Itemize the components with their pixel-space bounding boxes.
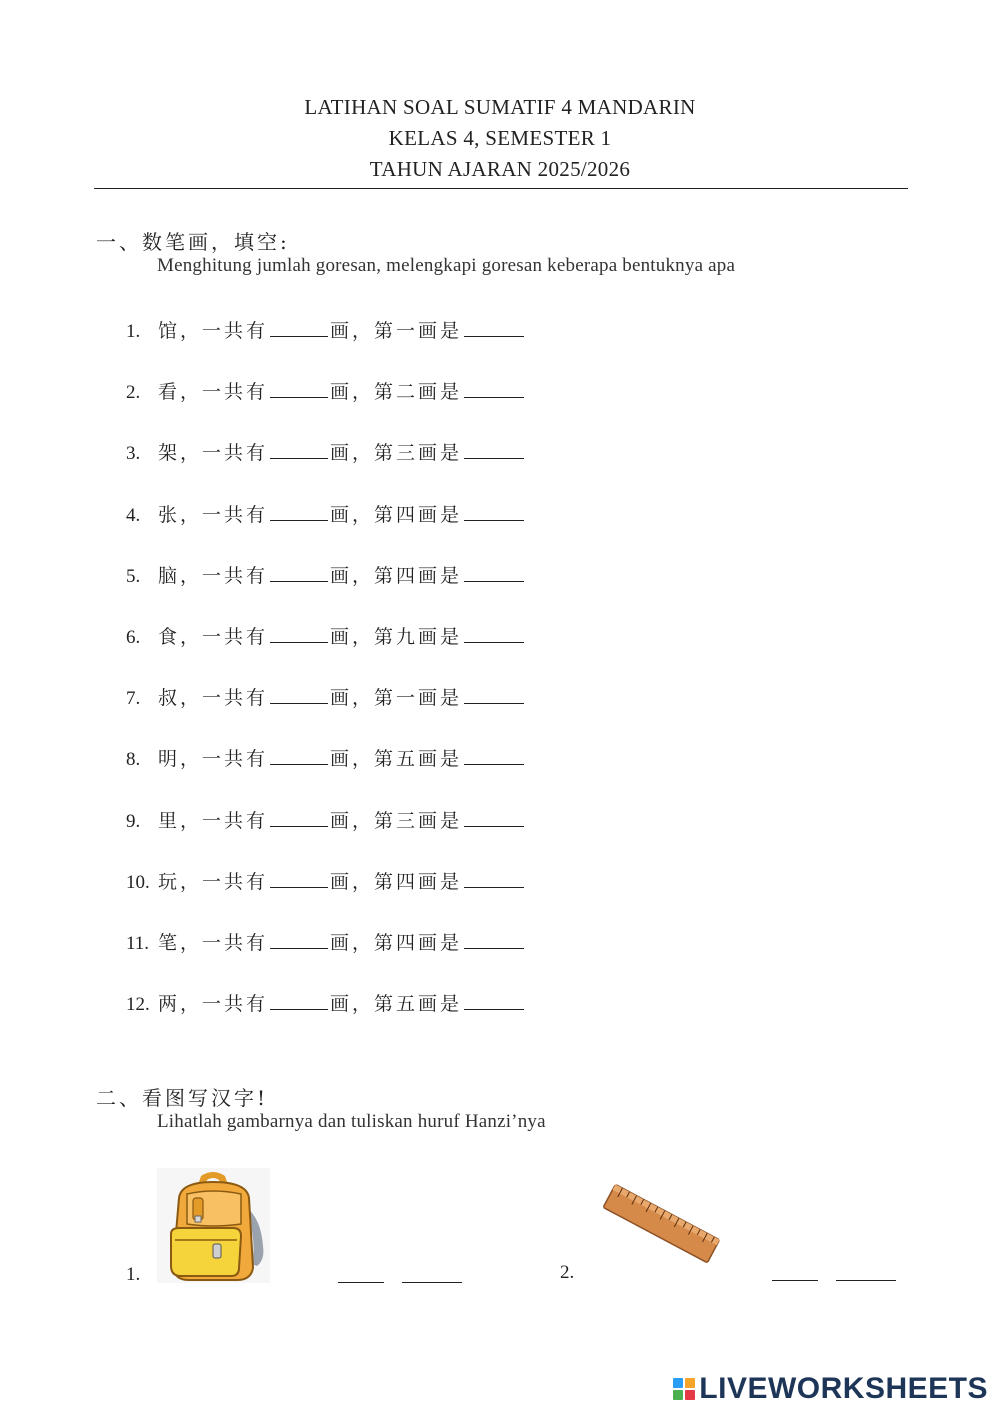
question-text-stroke: 画，第九画是 bbox=[330, 626, 463, 648]
stroke-count-blank[interactable] bbox=[270, 457, 328, 459]
answer-blank-2b[interactable] bbox=[836, 1280, 896, 1281]
section2-subtitle: Lihatlah gambarnya dan tuliskan huruf Hanzi’nya bbox=[157, 1111, 546, 1132]
answer-blank-1a[interactable] bbox=[338, 1282, 384, 1283]
question-character: 馆 bbox=[158, 320, 181, 342]
question-text-total: ，一共有 bbox=[180, 687, 269, 710]
stroke-count-blank[interactable] bbox=[270, 886, 328, 888]
question-text-total: ，一共有 bbox=[180, 748, 269, 771]
question-character: 看 bbox=[158, 381, 181, 404]
logo-square-orange bbox=[685, 1378, 695, 1388]
question-number: 8. bbox=[126, 749, 141, 771]
stroke-shape-blank[interactable] bbox=[464, 763, 524, 765]
question-text-total: ，一共有 bbox=[180, 932, 269, 954]
stroke-count-blank[interactable] bbox=[270, 580, 328, 582]
question-row bbox=[126, 438, 524, 468]
stroke-shape-blank[interactable] bbox=[464, 519, 524, 521]
question-text-stroke: 画，第一画是 bbox=[330, 687, 463, 710]
question-character: 脑 bbox=[158, 564, 181, 587]
question-character: 叔 bbox=[158, 687, 181, 710]
question-text-total: ，一共有 bbox=[180, 626, 269, 648]
stroke-count-blank[interactable] bbox=[270, 947, 328, 949]
picture-item-1-number: 1. bbox=[126, 1264, 141, 1285]
question-number: 1. bbox=[126, 321, 141, 342]
header-class: KELAS 4, SEMESTER 1 bbox=[388, 126, 612, 150]
question-text-stroke: 画，第四画是 bbox=[330, 564, 463, 587]
ruler-icon bbox=[598, 1176, 722, 1272]
stroke-shape-blank[interactable] bbox=[464, 886, 524, 888]
question-text-total: ，一共有 bbox=[180, 503, 269, 526]
stroke-count-blank[interactable] bbox=[270, 1008, 328, 1010]
backpack-image bbox=[157, 1168, 270, 1283]
stroke-shape-blank[interactable] bbox=[464, 947, 524, 949]
answer-blank-1b[interactable] bbox=[402, 1282, 462, 1283]
logo-text: LIVEWORKSHEETS bbox=[699, 1372, 988, 1405]
stroke-shape-blank[interactable] bbox=[464, 396, 524, 398]
question-row bbox=[126, 500, 524, 530]
stroke-count-blank[interactable] bbox=[270, 763, 328, 765]
stroke-count-blank[interactable] bbox=[270, 335, 328, 337]
question-text-total: ，一共有 bbox=[180, 442, 269, 465]
question-row bbox=[126, 316, 524, 346]
stroke-count-blank[interactable] bbox=[270, 702, 328, 704]
logo-square-red bbox=[685, 1390, 695, 1400]
question-character: 里 bbox=[158, 809, 181, 832]
header-divider bbox=[94, 188, 908, 189]
question-number: 2. bbox=[126, 382, 141, 404]
question-character: 食 bbox=[158, 626, 181, 648]
section1-title: 一、数笔画，填空: bbox=[96, 230, 290, 254]
question-text-stroke: 画，第四画是 bbox=[330, 932, 463, 954]
question-text-stroke: 画，第三画是 bbox=[330, 809, 463, 832]
stroke-count-blank[interactable] bbox=[270, 825, 328, 827]
stroke-shape-blank[interactable] bbox=[464, 702, 524, 704]
answer-blank-2a[interactable] bbox=[772, 1280, 818, 1281]
stroke-shape-blank[interactable] bbox=[464, 457, 524, 459]
question-text-stroke: 画，第一画是 bbox=[330, 320, 463, 342]
question-number: 3. bbox=[126, 443, 141, 465]
question-number: 6. bbox=[126, 627, 141, 648]
section2-title: 二、看图写汉字! bbox=[96, 1086, 269, 1110]
liveworksheets-logo-icon bbox=[673, 1378, 695, 1400]
question-text-total: ，一共有 bbox=[180, 993, 269, 1016]
logo-square-green bbox=[673, 1390, 683, 1400]
stroke-shape-blank[interactable] bbox=[464, 641, 524, 643]
question-row bbox=[126, 928, 524, 958]
question-row bbox=[126, 683, 524, 713]
question-text-stroke: 画，第三画是 bbox=[330, 442, 463, 465]
question-number: 7. bbox=[126, 688, 141, 710]
question-text-total: ，一共有 bbox=[180, 320, 269, 342]
logo-square-blue bbox=[673, 1378, 683, 1388]
question-character: 笔 bbox=[158, 932, 181, 954]
ruler-image bbox=[598, 1176, 722, 1272]
question-row bbox=[126, 806, 524, 836]
question-number: 4. bbox=[126, 504, 141, 526]
question-row bbox=[126, 744, 524, 774]
question-text-total: ，一共有 bbox=[180, 381, 269, 404]
question-text-total: ，一共有 bbox=[180, 809, 269, 832]
question-row bbox=[126, 561, 524, 591]
question-character: 架 bbox=[158, 442, 181, 465]
question-text-stroke: 画，第四画是 bbox=[330, 503, 463, 526]
question-row bbox=[126, 989, 524, 1019]
question-text-stroke: 画，第二画是 bbox=[330, 381, 463, 404]
question-number: 12. bbox=[126, 994, 150, 1016]
section1-subtitle: Menghitung jumlah goresan, melengkapi goresan keberapa bentuknya apa bbox=[157, 255, 736, 276]
backpack-icon bbox=[157, 1168, 270, 1283]
question-number: 5. bbox=[126, 565, 141, 587]
question-text-total: ，一共有 bbox=[180, 564, 269, 587]
question-character: 玩 bbox=[158, 870, 181, 893]
question-text-total: ，一共有 bbox=[180, 870, 269, 893]
stroke-shape-blank[interactable] bbox=[464, 1008, 524, 1010]
question-row bbox=[126, 867, 524, 897]
stroke-shape-blank[interactable] bbox=[464, 580, 524, 582]
header-year: TAHUN AJARAN 2025/2026 bbox=[369, 157, 631, 181]
stroke-shape-blank[interactable] bbox=[464, 825, 524, 827]
question-character: 张 bbox=[158, 503, 181, 526]
picture-item-2-number: 2. bbox=[560, 1262, 575, 1283]
stroke-count-blank[interactable] bbox=[270, 396, 328, 398]
question-text-stroke: 画，第五画是 bbox=[330, 748, 463, 771]
question-row bbox=[126, 622, 524, 652]
liveworksheets-logo bbox=[673, 1372, 988, 1406]
question-number: 11. bbox=[126, 933, 150, 954]
question-text-stroke: 画，第五画是 bbox=[330, 993, 463, 1016]
stroke-shape-blank[interactable] bbox=[464, 335, 524, 337]
header-title: LATIHAN SOAL SUMATIF 4 MANDARIN bbox=[304, 95, 696, 119]
worksheet-header bbox=[0, 92, 1000, 185]
question-character: 明 bbox=[158, 748, 181, 771]
question-row bbox=[126, 377, 524, 407]
question-number: 10. bbox=[126, 871, 150, 893]
stroke-count-blank[interactable] bbox=[270, 641, 328, 643]
question-text-stroke: 画，第四画是 bbox=[330, 870, 463, 893]
question-number: 9. bbox=[126, 810, 141, 832]
stroke-count-blank[interactable] bbox=[270, 519, 328, 521]
question-character: 两 bbox=[158, 993, 181, 1016]
